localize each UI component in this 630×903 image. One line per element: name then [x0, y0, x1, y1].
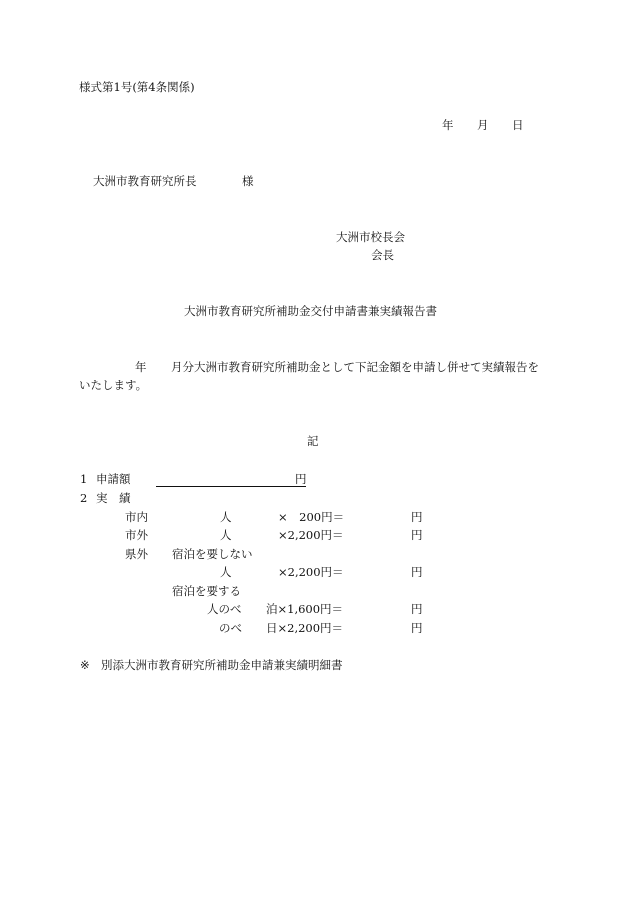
item1-number: 1	[80, 472, 88, 486]
document-title: 大洲市教育研究所補助金交付申請書兼実績報告書	[184, 304, 437, 318]
row-stay-nights-rate: 泊×1,600円＝	[266, 602, 344, 616]
body-year-label: 年	[135, 360, 147, 374]
form-number: 様式第1号(第4条関係)	[79, 80, 195, 94]
note-mark: ※	[80, 658, 90, 672]
row-shigai-person: 人	[220, 528, 232, 542]
row-stay-days-rate: 日×2,200円＝	[266, 621, 344, 635]
sender-organization: 大洲市校長会	[336, 230, 405, 244]
row-shinai-rate: × 200円＝	[278, 510, 345, 524]
date-month-label: 月	[477, 118, 489, 132]
row-shigai-area: 市外	[125, 528, 148, 542]
addressee-honorific: 様	[242, 174, 254, 188]
row-shinai-area: 市内	[125, 510, 148, 524]
item1-amount-underline	[156, 486, 306, 487]
row-stay-days-label: のべ	[219, 621, 242, 635]
row-kengai-no-stay-rate: ×2,200円＝	[278, 565, 344, 579]
row-kengai-area: 県外	[125, 547, 148, 561]
body-line-1: 月分大洲市教育研究所補助金として下記金額を申請し併せて実績報告を	[171, 360, 539, 374]
addressee-name: 大洲市教育研究所長	[93, 174, 197, 188]
note-text: 別添大洲市教育研究所補助金申請兼実績明細書	[101, 658, 343, 672]
date-year-label: 年	[442, 118, 454, 132]
row-shinai-person: 人	[220, 510, 232, 524]
row-stay-nights-label: 人のべ	[207, 602, 242, 616]
row-stay-label: 宿泊を要する	[172, 584, 241, 598]
body-line-2: いたします。	[79, 378, 148, 392]
row-kengai-no-stay-label: 宿泊を要しない	[172, 547, 253, 561]
date-day-label: 日	[512, 118, 524, 132]
row-shigai-rate: ×2,200円＝	[278, 528, 344, 542]
sender-title: 会長	[371, 248, 394, 262]
row-kengai-no-stay-person: 人	[220, 565, 232, 579]
row-shinai-unit: 円	[411, 510, 423, 524]
item1-label: 申請額	[96, 472, 131, 486]
item1-unit: 円	[295, 472, 307, 486]
ki-heading: 記	[307, 434, 319, 448]
item2-number: 2	[80, 491, 88, 505]
row-stay-days-unit: 円	[411, 621, 423, 635]
row-kengai-no-stay-unit: 円	[411, 565, 423, 579]
item2-label: 実 績	[96, 491, 131, 505]
row-stay-nights-unit: 円	[411, 602, 423, 616]
row-shigai-unit: 円	[411, 528, 423, 542]
